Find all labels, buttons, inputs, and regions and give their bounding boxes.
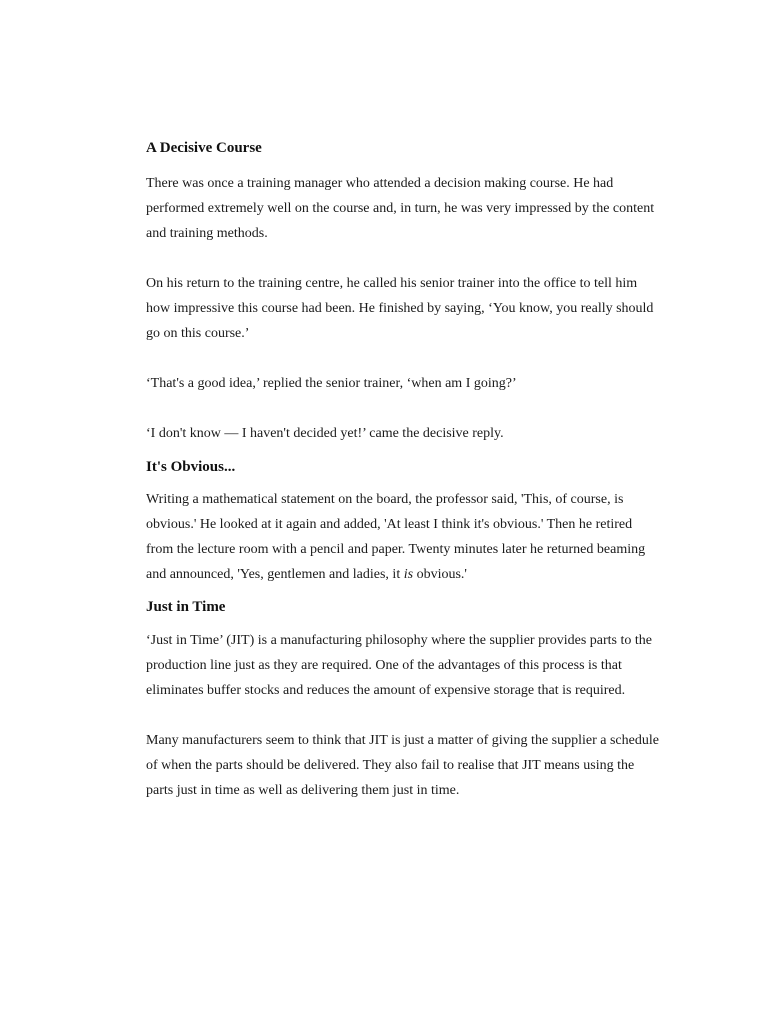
paragraph: Many manufacturers seem to think that JIT is just a matter of giving the supplier a schedule of when the parts should be delivered. They also fail to realise that JIT means using the parts just in time as well as delivering them just in time. — [146, 733, 659, 798]
paragraph: ‘That's a good idea,’ replied the senior trainer, ‘when am I going?’ — [146, 376, 517, 391]
paragraph: On his return to the training centre, he called his senior trainer into the office to tell him how impressive this course had been. He finished by saying, ‘You know, you really should go on this course.’ — [146, 276, 654, 341]
section-decisive-course — [146, 137, 661, 446]
section-title: It's Obvious... — [146, 459, 236, 475]
paragraph: ‘Just in Time’ (JIT) is a manufacturing philosophy where the supplier provides parts to the production line just as they are required. One of the advantages of this process is that eliminates buffer stocks and reduces the amount of expensive storage that is required. — [146, 633, 652, 698]
section-title: Just in Time — [146, 599, 226, 615]
section-title: A Decisive Course — [146, 140, 262, 156]
paragraph: ‘I don't know — I haven't decided yet!’ came the decisive reply. — [146, 426, 504, 441]
emphasis-text: is — [403, 567, 414, 582]
paragraph — [146, 487, 661, 587]
section-just-in-time — [146, 596, 661, 803]
paragraph: There was once a training manager who attended a decision making course. He had performed extremely well on the course and, in turn, he was very impressed by the content and training methods. — [146, 176, 655, 241]
paragraph-text: obvious.' — [413, 567, 467, 582]
section-its-obvious — [146, 456, 661, 587]
paragraph-text: Writing a mathematical statement on the board, the professor said, 'This, of course, is obvious.' He looked at it again and added, 'At least I think it's obvious.' Then he retired from the lecture room with a pencil and paper. Twenty minutes later he returned beaming and announced, 'Yes, gentlemen and ladies, it — [146, 492, 646, 582]
document-page — [146, 137, 661, 803]
